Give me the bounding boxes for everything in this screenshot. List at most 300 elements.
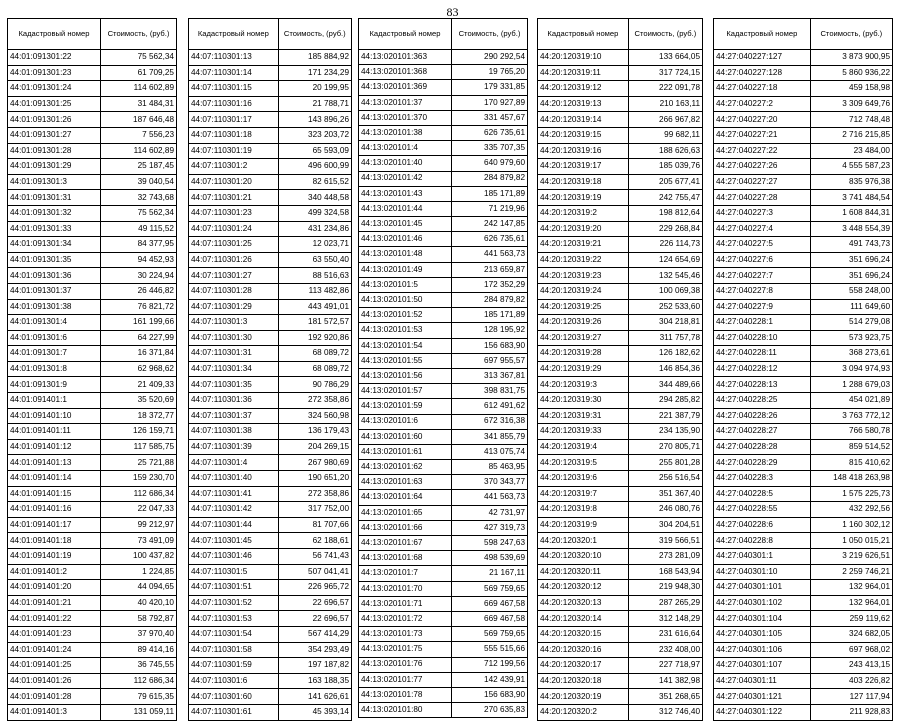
table-row — [189, 96, 352, 112]
table-row — [359, 65, 528, 80]
cost-cell: 64 227,99 — [100, 330, 176, 346]
cadastral-number-cell: 44:01:091401:28 — [8, 689, 101, 705]
cost-cell: 340 448,58 — [278, 190, 351, 206]
cost-cell: 210 163,11 — [628, 96, 702, 112]
table-row — [189, 330, 352, 346]
table-row — [359, 201, 528, 216]
cadastral-number-cell: 44:13:020101:66 — [359, 520, 452, 535]
cadastral-number-cell: 44:27:040227:8 — [714, 283, 811, 299]
cost-cell: 351 367,40 — [628, 486, 702, 502]
cadastral-number-cell: 44:20:120319:19 — [538, 190, 629, 206]
table-row — [189, 455, 352, 471]
table-row — [538, 533, 703, 549]
table-row — [8, 377, 177, 393]
cadastral-number-cell: 44:13:020101:60 — [359, 429, 452, 444]
table-row — [8, 673, 177, 689]
cost-cell: 272 358,86 — [278, 393, 351, 409]
cadastral-number-cell: 44:27:040228:25 — [714, 393, 811, 409]
cost-cell: 2 716 215,85 — [810, 127, 892, 143]
table-row — [8, 252, 177, 268]
cadastral-number-cell: 44:01:091401:13 — [8, 455, 101, 471]
cost-cell: 573 923,75 — [810, 330, 892, 346]
table-row — [8, 704, 177, 720]
cadastral-number-cell: 44:13:020101:45 — [359, 217, 452, 232]
table-row — [359, 293, 528, 308]
cost-cell: 234 135,90 — [628, 424, 702, 440]
table-row — [714, 611, 893, 627]
table-row — [189, 439, 352, 455]
table-row — [359, 460, 528, 475]
cost-cell: 181 572,57 — [278, 315, 351, 331]
cadastral-number-cell: 44:27:040227:22 — [714, 143, 811, 159]
cost-cell: 5 860 936,22 — [810, 65, 892, 81]
table-row — [714, 564, 893, 580]
cost-cell: 22 696,57 — [278, 595, 351, 611]
cadastral-number-cell: 44:07:110301:51 — [189, 580, 279, 596]
table-row — [538, 361, 703, 377]
cost-cell: 246 080,76 — [628, 502, 702, 518]
table-row — [359, 520, 528, 535]
cost-cell: 514 279,08 — [810, 315, 892, 331]
cadastral-number-cell: 44:13:020101:78 — [359, 687, 452, 702]
table-row — [714, 393, 893, 409]
cost-cell: 36 745,55 — [100, 658, 176, 674]
cost-cell: 766 580,78 — [810, 424, 892, 440]
table-row — [8, 564, 177, 580]
table-row — [538, 689, 703, 705]
table-row — [8, 361, 177, 377]
cadastral-number-cell: 44:07:110301:31 — [189, 346, 279, 362]
cost-cell: 32 743,68 — [100, 190, 176, 206]
cadastral-number-cell: 44:01:091301:26 — [8, 112, 101, 128]
cadastral-number-cell: 44:07:110301:52 — [189, 595, 279, 611]
table-row — [8, 642, 177, 658]
cost-cell: 170 927,89 — [451, 95, 527, 110]
cadastral-number-cell: 44:27:040227:20 — [714, 112, 811, 128]
cadastral-number-cell: 44:13:020101:6 — [359, 414, 452, 429]
table-row — [8, 283, 177, 299]
cadastral-number-cell: 44:20:120320:15 — [538, 626, 629, 642]
cadastral-number-cell: 44:01:091401:26 — [8, 673, 101, 689]
table-row — [189, 361, 352, 377]
cost-cell: 31 484,31 — [100, 96, 176, 112]
table-row — [538, 673, 703, 689]
cadastral-number-cell: 44:20:120319:12 — [538, 81, 629, 97]
cadastral-number-cell: 44:27:040228:29 — [714, 455, 811, 471]
header-cadastral-number: Кадастровый номер — [714, 19, 811, 50]
table-row — [359, 308, 528, 323]
cadastral-number-cell: 44:13:020101:369 — [359, 80, 452, 95]
cost-cell: 35 520,69 — [100, 393, 176, 409]
cadastral-number-cell: 44:20:120319:25 — [538, 299, 629, 315]
cost-cell: 131 059,11 — [100, 704, 176, 720]
cadastral-number-cell: 44:07:110301:16 — [189, 96, 279, 112]
cadastral-number-cell: 44:01:091301:25 — [8, 96, 101, 112]
table-row — [714, 361, 893, 377]
cadastral-number-cell: 44:27:040227:27 — [714, 174, 811, 190]
table-row — [538, 439, 703, 455]
cost-cell: 569 759,65 — [451, 581, 527, 596]
cost-cell: 7 556,23 — [100, 127, 176, 143]
table-row — [714, 580, 893, 596]
cost-cell: 3 219 626,51 — [810, 549, 892, 565]
table-row — [359, 141, 528, 156]
table-row — [714, 658, 893, 674]
table-row — [714, 704, 893, 720]
table-row — [538, 174, 703, 190]
cadastral-number-cell: 44:13:020101:363 — [359, 50, 452, 65]
table-row — [538, 393, 703, 409]
table-row — [538, 112, 703, 128]
cadastral-number-cell: 44:07:110301:36 — [189, 393, 279, 409]
table-row — [189, 205, 352, 221]
cost-cell: 255 801,28 — [628, 455, 702, 471]
cadastral-number-cell: 44:07:110301:15 — [189, 81, 279, 97]
cadastral-number-cell: 44:27:040227:18 — [714, 81, 811, 97]
table-row — [538, 127, 703, 143]
cadastral-number-cell: 44:01:091301:37 — [8, 283, 101, 299]
cost-cell: 73 491,09 — [100, 533, 176, 549]
header-cadastral-number: Кадастровый номер — [359, 19, 452, 50]
cadastral-number-cell: 44:27:040228:6 — [714, 517, 811, 533]
cost-cell: 16 371,84 — [100, 346, 176, 362]
table-row — [359, 642, 528, 657]
cost-cell: 312 148,29 — [628, 611, 702, 627]
table-row — [189, 408, 352, 424]
cost-cell: 341 855,79 — [451, 429, 527, 444]
cost-cell: 114 602,89 — [100, 143, 176, 159]
cost-cell: 185 171,89 — [451, 308, 527, 323]
table-row — [8, 455, 177, 471]
table-row — [359, 490, 528, 505]
cost-cell: 324 682,05 — [810, 626, 892, 642]
table-row — [8, 408, 177, 424]
cost-cell: 179 331,85 — [451, 80, 527, 95]
cost-cell: 4 555 587,23 — [810, 159, 892, 175]
cost-cell: 25 187,45 — [100, 159, 176, 175]
cost-cell: 42 731,97 — [451, 505, 527, 520]
table-row — [359, 262, 528, 277]
cadastral-number-cell: 44:27:040227:7 — [714, 268, 811, 284]
cost-cell: 187 646,48 — [100, 112, 176, 128]
cost-cell: 20 199,95 — [278, 81, 351, 97]
cadastral-number-cell: 44:07:110301:27 — [189, 268, 279, 284]
cadastral-number-cell: 44:01:091401:11 — [8, 424, 101, 440]
cadastral-number-cell: 44:07:110301:20 — [189, 174, 279, 190]
cost-cell: 323 203,72 — [278, 127, 351, 143]
cost-cell: 132 545,46 — [628, 268, 702, 284]
table-row — [538, 299, 703, 315]
cost-cell: 30 224,94 — [100, 268, 176, 284]
table-row — [189, 486, 352, 502]
cadastral-number-cell: 44:20:120320:1 — [538, 533, 629, 549]
table-row — [189, 393, 352, 409]
cadastral-number-cell: 44:01:091401:22 — [8, 611, 101, 627]
cadastral-number-cell: 44:20:120320:19 — [538, 689, 629, 705]
table-row — [538, 517, 703, 533]
table-row — [538, 143, 703, 159]
cost-cell: 148 418 263,98 — [810, 471, 892, 487]
cadastral-number-cell: 44:27:040228:1 — [714, 315, 811, 331]
table-row — [8, 346, 177, 362]
cost-cell: 198 812,64 — [628, 205, 702, 221]
cost-cell: 2 259 746,21 — [810, 564, 892, 580]
cadastral-number-cell: 44:20:120320:2 — [538, 704, 629, 720]
table-row — [538, 159, 703, 175]
cadastral-number-cell: 44:20:120319:6 — [538, 471, 629, 487]
cost-cell: 242 147,85 — [451, 217, 527, 232]
cost-cell: 284 879,82 — [451, 293, 527, 308]
table-row — [359, 323, 528, 338]
cost-cell: 156 683,90 — [451, 338, 527, 353]
cost-cell: 39 040,54 — [100, 174, 176, 190]
cadastral-number-cell: 44:07:110301:45 — [189, 533, 279, 549]
cadastral-number-cell: 44:07:110301:5 — [189, 564, 279, 580]
table-row — [714, 439, 893, 455]
cadastral-number-cell: 44:20:120319:7 — [538, 486, 629, 502]
table-row — [714, 174, 893, 190]
table-row — [189, 611, 352, 627]
cadastral-number-cell: 44:01:091301:7 — [8, 346, 101, 362]
cost-cell: 324 560,98 — [278, 408, 351, 424]
cost-cell: 496 600,99 — [278, 159, 351, 175]
cost-cell: 313 367,81 — [451, 368, 527, 383]
table-row — [359, 186, 528, 201]
cadastral-number-cell: 44:01:091401:23 — [8, 626, 101, 642]
table-row — [8, 143, 177, 159]
cost-cell: 398 831,75 — [451, 384, 527, 399]
cadastral-number-cell: 44:07:110301:4 — [189, 455, 279, 471]
cadastral-number-cell: 44:13:020101:54 — [359, 338, 452, 353]
cadastral-number-cell: 44:13:020101:7 — [359, 566, 452, 581]
cadastral-number-cell: 44:01:091301:9 — [8, 377, 101, 393]
cost-cell: 3 763 772,12 — [810, 408, 892, 424]
cost-cell: 100 069,38 — [628, 283, 702, 299]
table-row — [189, 143, 352, 159]
cadastral-number-cell: 44:13:020101:368 — [359, 65, 452, 80]
cost-cell: 311 757,78 — [628, 330, 702, 346]
table-row — [8, 96, 177, 112]
cadastral-number-cell: 44:13:020101:5 — [359, 277, 452, 292]
page-number: 83 — [446, 5, 459, 19]
cadastral-number-cell: 44:20:120320:16 — [538, 642, 629, 658]
cost-cell: 112 686,34 — [100, 486, 176, 502]
cadastral-number-cell: 44:07:110301:58 — [189, 642, 279, 658]
header-cadastral-number: Кадастровый номер — [538, 19, 629, 50]
cadastral-number-cell: 44:20:120319:26 — [538, 315, 629, 331]
cadastral-number-cell: 44:27:040301:105 — [714, 626, 811, 642]
cost-cell: 491 743,73 — [810, 237, 892, 253]
cost-cell: 1 224,85 — [100, 564, 176, 580]
cost-cell: 185 884,92 — [278, 50, 351, 66]
cadastral-number-cell: 44:27:040227:26 — [714, 159, 811, 175]
cadastral-number-cell: 44:20:120319:21 — [538, 237, 629, 253]
table-row — [714, 424, 893, 440]
table-row — [8, 330, 177, 346]
cadastral-number-cell: 44:13:020101:52 — [359, 308, 452, 323]
cadastral-number-cell: 44:07:110301:26 — [189, 252, 279, 268]
cadastral-number-cell: 44:01:091301:32 — [8, 205, 101, 221]
cost-cell: 146 854,36 — [628, 361, 702, 377]
table-row — [714, 65, 893, 81]
cadastral-number-cell: 44:13:020101:55 — [359, 353, 452, 368]
table-row — [359, 171, 528, 186]
cadastral-number-cell: 44:07:110301:34 — [189, 361, 279, 377]
cost-cell: 441 563,73 — [451, 490, 527, 505]
cadastral-number-cell: 44:27:040227:9 — [714, 299, 811, 315]
cost-cell: 84 377,95 — [100, 237, 176, 253]
cost-cell: 82 615,52 — [278, 174, 351, 190]
table-row — [189, 112, 352, 128]
cost-cell: 188 626,63 — [628, 143, 702, 159]
table-row — [359, 368, 528, 383]
cadastral-number-cell: 44:20:120320:13 — [538, 595, 629, 611]
cadastral-number-cell: 44:13:020101:64 — [359, 490, 452, 505]
cadastral-number-cell: 44:07:110301:14 — [189, 65, 279, 81]
cost-cell: 284 879,82 — [451, 171, 527, 186]
cadastral-number-cell: 44:27:040301:107 — [714, 658, 811, 674]
cost-cell: 133 664,05 — [628, 50, 702, 66]
table-row — [8, 502, 177, 518]
cost-cell: 111 649,60 — [810, 299, 892, 315]
table-row — [359, 95, 528, 110]
cadastral-number-cell: 44:07:110301:29 — [189, 299, 279, 315]
cadastral-number-cell: 44:27:040228:13 — [714, 377, 811, 393]
cadastral-number-cell: 44:20:120319:10 — [538, 50, 629, 66]
cost-cell: 669 467,58 — [451, 596, 527, 611]
cadastral-number-cell: 44:13:020101:370 — [359, 110, 452, 125]
table-row — [359, 657, 528, 672]
cost-cell: 231 616,64 — [628, 626, 702, 642]
cadastral-number-cell: 44:01:091301:36 — [8, 268, 101, 284]
cost-cell: 25 721,88 — [100, 455, 176, 471]
table-row — [8, 393, 177, 409]
cadastral-number-cell: 44:27:040301:121 — [714, 689, 811, 705]
cost-cell: 114 602,89 — [100, 81, 176, 97]
table-row — [8, 471, 177, 487]
table-row — [714, 471, 893, 487]
table-row — [359, 353, 528, 368]
cost-cell: 712 748,48 — [810, 112, 892, 128]
cost-cell: 221 387,79 — [628, 408, 702, 424]
cadastral-number-cell: 44:01:091401:14 — [8, 471, 101, 487]
cost-cell: 136 179,43 — [278, 424, 351, 440]
cost-cell: 432 292,56 — [810, 502, 892, 518]
table-row — [714, 315, 893, 331]
cadastral-number-cell: 44:20:120319:27 — [538, 330, 629, 346]
cost-cell: 161 199,66 — [100, 315, 176, 331]
cost-cell: 204 269,15 — [278, 439, 351, 455]
cost-cell: 441 563,73 — [451, 247, 527, 262]
cadastral-number-cell: 44:27:040301:102 — [714, 595, 811, 611]
table-row — [8, 611, 177, 627]
table-row — [359, 50, 528, 65]
cadastral-number-cell: 44:27:040227:127 — [714, 50, 811, 66]
table-row — [714, 502, 893, 518]
table-row — [8, 50, 177, 66]
cost-cell: 88 516,63 — [278, 268, 351, 284]
cadastral-number-cell: 44:13:020101:59 — [359, 399, 452, 414]
cost-cell: 443 491,01 — [278, 299, 351, 315]
cost-cell: 85 463,95 — [451, 460, 527, 475]
table-row — [189, 642, 352, 658]
table-row — [359, 80, 528, 95]
cost-cell: 232 408,00 — [628, 642, 702, 658]
cost-cell: 498 539,69 — [451, 551, 527, 566]
table-row — [359, 125, 528, 140]
table-row — [189, 315, 352, 331]
cost-cell: 3 309 649,76 — [810, 96, 892, 112]
table-row — [714, 346, 893, 362]
cost-cell: 317 724,15 — [628, 65, 702, 81]
table-row — [189, 704, 352, 720]
cost-cell: 124 654,69 — [628, 252, 702, 268]
table-row — [714, 377, 893, 393]
cadastral-number-cell: 44:13:020101:71 — [359, 596, 452, 611]
cadastral-number-cell: 44:13:020101:4 — [359, 141, 452, 156]
table-row — [359, 611, 528, 626]
cadastral-number-cell: 44:20:120319:9 — [538, 517, 629, 533]
cadastral-number-cell: 44:27:040227:4 — [714, 221, 811, 237]
table-row — [538, 346, 703, 362]
cost-cell: 626 735,61 — [451, 125, 527, 140]
table-row — [8, 190, 177, 206]
cost-cell: 1 288 679,03 — [810, 377, 892, 393]
cost-cell: 126 182,62 — [628, 346, 702, 362]
table-row — [359, 566, 528, 581]
table-row — [714, 252, 893, 268]
cadastral-number-cell: 44:07:110301:60 — [189, 689, 279, 705]
cost-cell: 507 041,41 — [278, 564, 351, 580]
cost-cell: 163 188,35 — [278, 673, 351, 689]
cadastral-number-cell: 44:01:091401:12 — [8, 439, 101, 455]
cost-cell: 58 792,87 — [100, 611, 176, 627]
cost-cell: 75 562,34 — [100, 50, 176, 66]
cadastral-number-cell: 44:27:040228:10 — [714, 330, 811, 346]
cadastral-number-cell: 44:07:110301:25 — [189, 237, 279, 253]
cost-cell: 712 199,56 — [451, 657, 527, 672]
table-row — [538, 315, 703, 331]
cadastral-number-cell: 44:07:110301:54 — [189, 626, 279, 642]
cost-cell: 317 752,00 — [278, 502, 351, 518]
cadastral-number-cell: 44:20:120320:12 — [538, 580, 629, 596]
cadastral-number-cell: 44:01:091301:22 — [8, 50, 101, 66]
cadastral-number-cell: 44:07:110301:17 — [189, 112, 279, 128]
cadastral-number-cell: 44:13:020101:43 — [359, 186, 452, 201]
cost-cell: 62 188,61 — [278, 533, 351, 549]
cost-cell: 26 446,82 — [100, 283, 176, 299]
cost-cell: 37 970,40 — [100, 626, 176, 642]
cadastral-number-cell: 44:13:020101:68 — [359, 551, 452, 566]
table-row — [8, 424, 177, 440]
cost-cell: 427 319,73 — [451, 520, 527, 535]
cadastral-number-cell: 44:01:091401:16 — [8, 502, 101, 518]
cost-cell: 75 562,34 — [100, 205, 176, 221]
table-row — [8, 315, 177, 331]
cost-cell: 156 683,90 — [451, 687, 527, 702]
table-row — [8, 205, 177, 221]
cadastral-number-cell: 44:01:091401:20 — [8, 580, 101, 596]
cost-cell: 219 948,30 — [628, 580, 702, 596]
cadastral-number-cell: 44:01:091401:25 — [8, 658, 101, 674]
table-row — [714, 112, 893, 128]
cadastral-number-cell: 44:01:091401:15 — [8, 486, 101, 502]
cost-cell: 287 265,29 — [628, 595, 702, 611]
cadastral-number-cell: 44:01:091301:31 — [8, 190, 101, 206]
cadastral-number-cell: 44:27:040301:11 — [714, 673, 811, 689]
cadastral-number-cell: 44:07:110301:40 — [189, 471, 279, 487]
cadastral-number-cell: 44:01:091301:38 — [8, 299, 101, 315]
